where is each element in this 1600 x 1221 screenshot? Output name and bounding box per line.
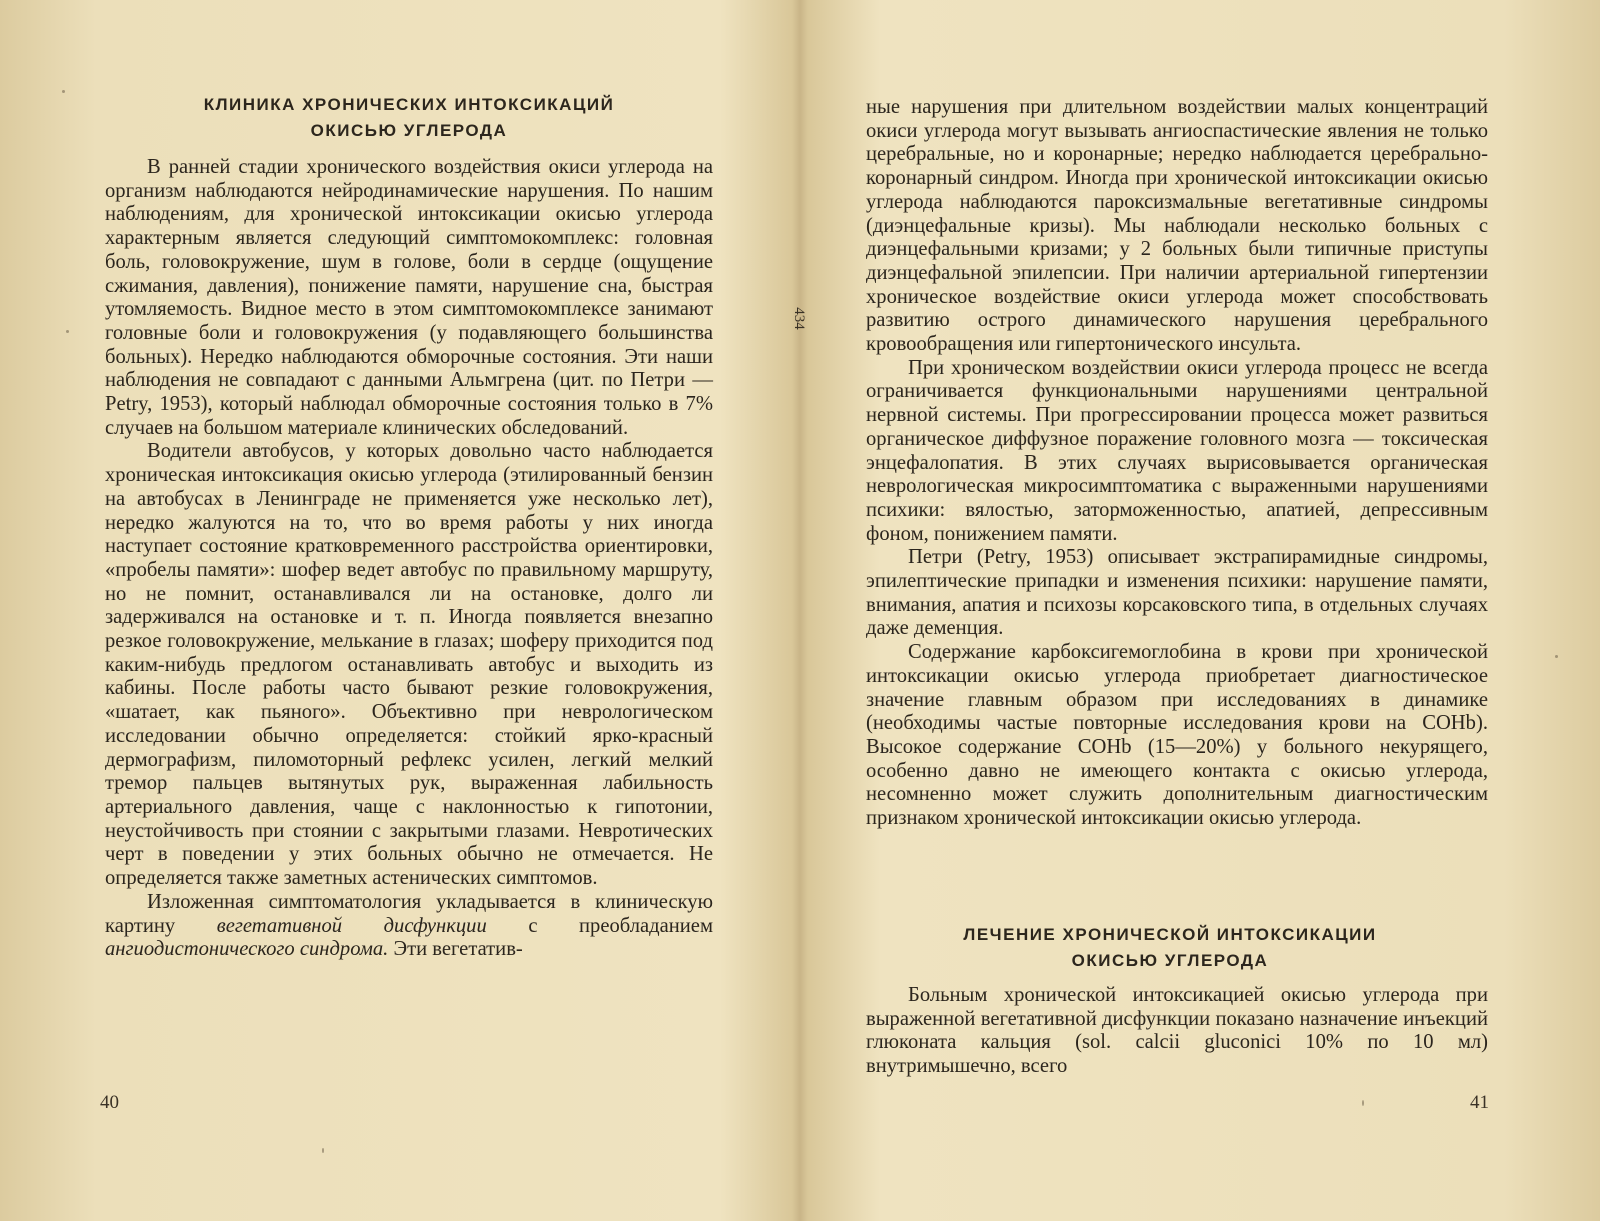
paper-speck (1555, 655, 1558, 658)
paper-speck (1362, 1100, 1364, 1106)
left-paragraph-1: В ранней стадии хронического воздействия окиси углерода на организм наблюдаются нейродинамические нарушения. По нашим наблюдениям, для хронической интоксикации окисью углерода характерным является следующий симптомокомплекс: головная боль, головокружение, шум в голове, боли в сердце (ощущение сжимания, давления), понижение памяти, нарушение сна, быстрая утомляемость. Видное место в этом симптомокомплексе занимают головные боли и головокружения (у подавляющего большинства больных). Нередко наблюдаются обморочные состояния. Эти наши наблюдения не совпадают с данными Альмгрена (цит. по Петри — Petry, 1953), который наблюдал обморочные состояния только в 7% случаев на большом материале клинических обследований. (105, 156, 713, 439)
right-page-body-top (866, 96, 1488, 831)
left-paragraph-3 (105, 891, 713, 962)
right-heading-line1: ЛЕЧЕНИЕ ХРОНИЧЕСКОЙ ИНТОКСИКАЦИИ (963, 925, 1377, 944)
left-paragraph-3-part3: Эти вегетатив- (388, 938, 523, 961)
right-page-number: 41 (1470, 1092, 1489, 1113)
left-page-body (105, 156, 713, 962)
left-paragraph-3-italic1: вегетативной дисфункции (216, 914, 487, 937)
paper-speck (62, 90, 65, 93)
right-heading-line2: ОКИСЬЮ УГЛЕРОДА (1071, 951, 1269, 970)
right-page-body-bottom (866, 984, 1488, 1079)
left-heading-line1: КЛИНИКА ХРОНИЧЕСКИХ ИНТОКСИКАЦИЙ (203, 95, 615, 114)
paper-speck (66, 330, 69, 333)
right-paragraph-5: Больным хронической интоксикацией окисью углерода при выраженной вегетативной дисфункции показано назначение инъекций глюконата кальция (sol. calcii gluconici 10% по 10 мл) внутримышечно, всего (866, 984, 1488, 1078)
right-paragraph-4: Содержание карбоксигемоглобина в крови при хронической интоксикации окисью углерода приобретает диагностическое значение главным образом при исследованиях в динамике (необходимы частые повторные исследования крови на COHb). Высокое содержание COHb (15—20%) у больного некурящего, особенно давно не имеющего контакта с окисью углерода, несомненно может служить дополнительным диагностическим признаком хронической интоксикации окисью углерода. (866, 641, 1488, 830)
left-paragraph-3-part1: Изложенная симптоматология укладывается в клиническую картину (105, 890, 713, 937)
right-page (800, 0, 1600, 1221)
left-paragraph-3-part2: с преобладанием (486, 914, 713, 937)
left-paragraph-3-italic2: ангиодистонического синдрома. (105, 938, 389, 961)
paper-speck (322, 1148, 324, 1153)
right-paragraph-3: Петри (Petry, 1953) описывает экстрапирамидные синдромы, эпилептические припадки и изменения психики: нарушение памяти, внимания, апатия и психозы корсаковского типа, в отдельных случаях даже деменция. (866, 546, 1488, 640)
right-paragraph-1: ные нарушения при длительном воздействии малых концентраций окиси углерода могут вызывать ангиоспастические явления не только церебральные, но и коронарные; нередко наблюдается церебрально-коронарный синдром. Иногда при хронической интоксикации окисью углерода наблюдаются пароксизмальные вегетативные синдромы (диэнцефальные кризы). Мы наблюдали несколько больных с диэнцефальными кризами; у 2 больных были типичные приступы диэнцефальной эпилепсии. При наличии артериальной гипертензии хроническое воздействие окиси углерода может способствовать развитию острого динамического нарушения церебрального кровообращения или гипертонического инсульта. (866, 96, 1488, 356)
left-page-number: 40 (100, 1092, 119, 1113)
right-paragraph-2: При хроническом воздействии окиси углерода процесс не всегда ограничивается функциональными нарушениями центральной нервной системы. При прогрессировании процесса может развиться органическое диффузное поражение головного мозга — токсическая энцефалопатия. В этих случаях вырисовывается органическая неврологическая микросимптоматика с выраженными нарушениями психики: вялостью, заторможенностью, апатией, депрессивным фоном, понижением памяти. (866, 356, 1488, 545)
left-heading-line2: ОКИСЬЮ УГЛЕРОДА (310, 121, 508, 140)
gutter-stamp-number: 434 (790, 307, 807, 330)
left-paragraph-2: Водители автобусов, у которых довольно часто наблюдается хроническая интоксикация окисью углерода (этилированный бензин на автобусах в Ленинграде не применяется уже несколько лет), нередко жалуются на то, что во время работы у них иногда наступает состояние кратковременного расстройства ориентировки, «пробелы памяти»: шофер ведет автобус по правильному маршруту, но не помнит, останавливался ли на остановке, долго ли задерживался на остановке и т. п. Иногда появляется внезапно резкое головокружение, мелькание в глазах; шоферу приходится под каким-нибудь предлогом останавливать автобус и выходить из кабины. После работы часто бывают резкие головокружения, «шатает, как пьяного». Объективно при неврологическом исследовании обычно определяется: стойкий ярко-красный дермографизм, пиломоторный рефлекс усилен, легкий мелкий тремор пальцев вытянутых рук, выраженная лабильность артериального давления, чаще с наклонностью к гипотонии, неустойчивость при стоянии с закрытыми глазами. Невротических черт в поведении у этих больных обычно не отмечается. Не определяется также заметных астенических симптомов. (105, 440, 713, 890)
right-page-heading (920, 922, 1420, 974)
left-page-heading (170, 92, 648, 144)
